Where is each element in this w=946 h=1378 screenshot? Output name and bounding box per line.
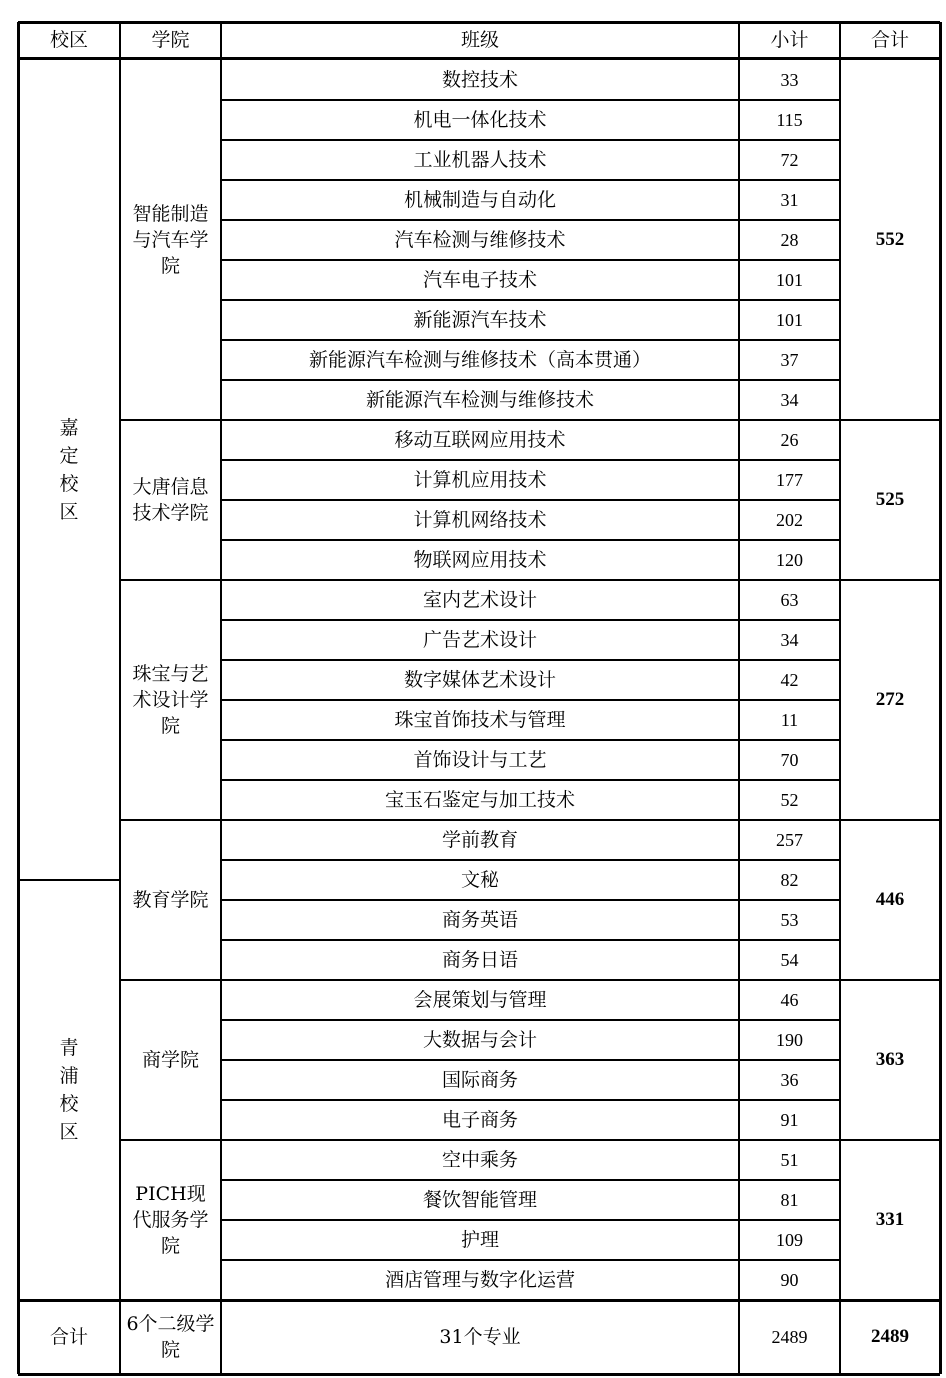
header-class: 班级 bbox=[460, 29, 499, 51]
major-count: 11 bbox=[780, 710, 799, 730]
table-rule bbox=[17, 22, 20, 1374]
major-count: 70 bbox=[780, 750, 799, 770]
major-count: 33 bbox=[780, 70, 799, 90]
major-count: 52 bbox=[780, 790, 799, 810]
table-rule bbox=[18, 1373, 940, 1376]
table-rule bbox=[119, 22, 121, 1374]
major-count: 82 bbox=[780, 870, 799, 890]
table-rule bbox=[18, 21, 940, 24]
table-rule bbox=[221, 1099, 840, 1101]
major-name: 数控技术 bbox=[441, 69, 518, 91]
major-name: 会展策划与管理 bbox=[413, 989, 547, 1011]
table-rule bbox=[221, 1219, 840, 1221]
major-name: 新能源汽车技术 bbox=[413, 309, 547, 331]
table-rule bbox=[220, 22, 222, 1374]
header-subtotal: 小计 bbox=[770, 29, 809, 51]
major-name: 商务日语 bbox=[441, 949, 518, 971]
college-total: 552 bbox=[875, 229, 905, 250]
table-rule bbox=[221, 299, 840, 301]
table-rule bbox=[120, 1139, 221, 1141]
major-name: 文秘 bbox=[460, 869, 499, 891]
major-count: 190 bbox=[776, 1030, 803, 1050]
table-rule bbox=[18, 1299, 940, 1302]
table-rule bbox=[839, 22, 841, 1374]
table-rule bbox=[221, 659, 840, 661]
major-count: 54 bbox=[780, 950, 799, 970]
major-name: 计算机网络技术 bbox=[413, 509, 547, 531]
college-name: 教育学院 bbox=[132, 889, 209, 911]
major-name: 珠宝首饰技术与管理 bbox=[394, 709, 566, 731]
table-rule bbox=[221, 579, 840, 581]
major-count: 81 bbox=[780, 1190, 799, 1210]
table-rule bbox=[221, 419, 840, 421]
major-count: 31 bbox=[780, 190, 799, 210]
major-count: 90 bbox=[780, 1270, 799, 1290]
major-name: 数字媒体艺术设计 bbox=[403, 669, 556, 691]
major-name: 大数据与会计 bbox=[422, 1029, 537, 1051]
major-count: 34 bbox=[780, 630, 799, 650]
college-total: 272 bbox=[875, 689, 905, 710]
major-count: 28 bbox=[780, 230, 799, 250]
major-count: 101 bbox=[776, 310, 803, 330]
major-name: 宝玉石鉴定与加工技术 bbox=[384, 789, 575, 811]
major-name: 新能源汽车检测与维修技术（高本贯通） bbox=[308, 349, 651, 371]
table-rule bbox=[221, 499, 840, 501]
table-rule bbox=[840, 979, 940, 981]
table-rule bbox=[221, 379, 840, 381]
major-name: 新能源汽车检测与维修技术 bbox=[365, 389, 594, 411]
major-count: 91 bbox=[780, 1110, 799, 1130]
table-rule bbox=[221, 219, 840, 221]
campus-qingpu: 青 浦 校 区 bbox=[59, 1037, 79, 1143]
major-name: 计算机应用技术 bbox=[413, 469, 547, 491]
footer-label: 合计 bbox=[49, 1326, 88, 1348]
table-rule bbox=[221, 139, 840, 141]
major-count: 42 bbox=[780, 670, 799, 690]
table-rule bbox=[221, 619, 840, 621]
major-name: 电子商务 bbox=[441, 1109, 518, 1131]
major-name: 汽车检测与维修技术 bbox=[394, 229, 566, 251]
major-name: 汽车电子技术 bbox=[422, 269, 537, 291]
college-total: 525 bbox=[875, 489, 905, 510]
major-count: 46 bbox=[780, 990, 799, 1010]
college-name: PICH现代服务学院 bbox=[132, 1183, 209, 1257]
table-rule bbox=[221, 179, 840, 181]
college-total: 363 bbox=[875, 1049, 905, 1070]
footer-majors: 31个专业 bbox=[439, 1326, 521, 1348]
table-rule bbox=[221, 1259, 840, 1261]
college-name: 商学院 bbox=[141, 1049, 199, 1071]
table-rule bbox=[221, 899, 840, 901]
table-rule bbox=[221, 739, 840, 741]
table-rule bbox=[221, 1139, 840, 1141]
major-count: 101 bbox=[776, 270, 803, 290]
major-count: 120 bbox=[776, 550, 803, 570]
footer-colleges: 6个二级学院 bbox=[126, 1313, 215, 1361]
major-name: 广告艺术设计 bbox=[422, 629, 537, 651]
major-count: 36 bbox=[780, 1070, 799, 1090]
major-count: 53 bbox=[780, 910, 799, 930]
table-rule bbox=[221, 1179, 840, 1181]
header-college: 学院 bbox=[151, 29, 190, 51]
campus-jiading: 嘉 定 校 区 bbox=[59, 417, 79, 523]
table-rule bbox=[221, 779, 840, 781]
header-campus: 校区 bbox=[49, 29, 88, 51]
major-name: 餐饮智能管理 bbox=[422, 1189, 537, 1211]
major-name: 护理 bbox=[460, 1229, 499, 1251]
major-count: 115 bbox=[776, 110, 803, 130]
table-rule bbox=[18, 57, 940, 60]
table-rule bbox=[221, 1019, 840, 1021]
major-name: 商务英语 bbox=[441, 909, 518, 931]
table-rule bbox=[221, 539, 840, 541]
major-count: 34 bbox=[780, 390, 799, 410]
major-count: 177 bbox=[776, 470, 803, 490]
table-rule bbox=[221, 939, 840, 941]
table-rule bbox=[221, 99, 840, 101]
table-rule bbox=[120, 979, 221, 981]
major-count: 26 bbox=[780, 430, 799, 450]
college-total: 331 bbox=[875, 1209, 905, 1230]
table-rule bbox=[840, 819, 940, 821]
table-rule bbox=[939, 22, 942, 1374]
table-rule bbox=[221, 459, 840, 461]
table-rule bbox=[120, 579, 221, 581]
table-rule bbox=[221, 339, 840, 341]
header-total: 合计 bbox=[870, 29, 909, 51]
major-count: 37 bbox=[780, 350, 799, 370]
table-rule bbox=[221, 1059, 840, 1061]
major-name: 机电一体化技术 bbox=[413, 109, 547, 131]
major-name: 室内艺术设计 bbox=[422, 589, 537, 611]
college-name: 珠宝与艺术设计学院 bbox=[132, 663, 209, 737]
major-name: 移动互联网应用技术 bbox=[394, 429, 566, 451]
table-rule bbox=[840, 419, 940, 421]
table-rule bbox=[120, 419, 221, 421]
table-rule bbox=[221, 699, 840, 701]
major-count: 63 bbox=[780, 590, 799, 610]
footer-total: 2489 bbox=[871, 1326, 909, 1347]
major-name: 国际商务 bbox=[441, 1069, 518, 1091]
major-count: 202 bbox=[776, 510, 803, 530]
table-rule bbox=[221, 859, 840, 861]
major-count: 257 bbox=[776, 830, 803, 850]
major-count: 109 bbox=[776, 1230, 803, 1250]
major-count: 51 bbox=[780, 1150, 799, 1170]
college-name: 大唐信息技术学院 bbox=[132, 476, 209, 524]
major-name: 空中乘务 bbox=[441, 1149, 518, 1171]
table-rule bbox=[840, 1139, 940, 1141]
major-name: 机械制造与自动化 bbox=[403, 189, 556, 211]
college-total: 446 bbox=[875, 889, 905, 910]
major-name: 学前教育 bbox=[441, 829, 518, 851]
table-rule bbox=[18, 879, 120, 881]
table-rule bbox=[221, 259, 840, 261]
major-name: 酒店管理与数字化运营 bbox=[384, 1269, 575, 1291]
table-rule bbox=[221, 819, 840, 821]
footer-subtotal: 2489 bbox=[771, 1327, 808, 1347]
major-name: 首饰设计与工艺 bbox=[413, 749, 547, 771]
table-rule bbox=[738, 22, 740, 1374]
major-count: 72 bbox=[780, 150, 799, 170]
college-name: 智能制造与汽车学院 bbox=[132, 203, 209, 277]
table-rule bbox=[120, 819, 221, 821]
major-name: 工业机器人技术 bbox=[413, 149, 547, 171]
major-name: 物联网应用技术 bbox=[413, 549, 547, 571]
table-rule bbox=[840, 579, 940, 581]
table-rule bbox=[221, 979, 840, 981]
